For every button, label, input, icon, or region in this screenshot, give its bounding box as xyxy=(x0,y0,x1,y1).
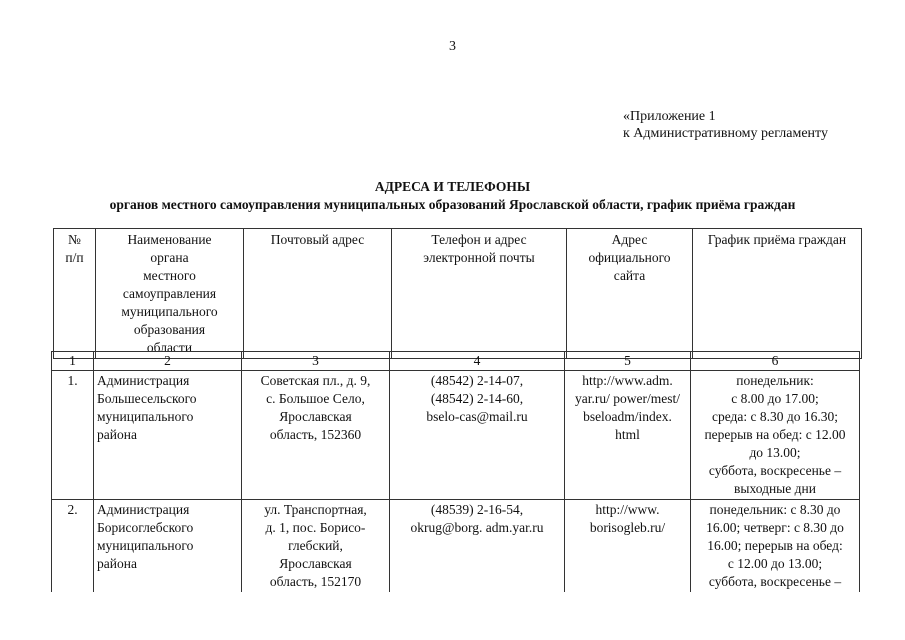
header-postal-address: Почтовый адрес xyxy=(244,229,392,359)
postal-address: ул. Транспортная, д. 1, пос. Борисо- глебский, Ярославская область, 152170 xyxy=(242,500,390,593)
title-line-2: органов местного самоуправления муниципальных образований Ярославской области, график приёма граждан xyxy=(109,197,796,212)
header-website: Адрес официального сайта xyxy=(567,229,693,359)
appendix-note xyxy=(623,108,828,142)
title-line-1: АДРЕСА И ТЕЛЕФОНЫ xyxy=(374,179,531,194)
page-number: 3 xyxy=(449,39,456,54)
header-organ-name: Наименование органа местного самоуправления муниципального образования области xyxy=(96,229,244,359)
column-number: 5 xyxy=(565,352,691,371)
column-numbers-row xyxy=(52,352,860,371)
column-number: 6 xyxy=(691,352,860,371)
header-number: № п/п xyxy=(54,229,96,359)
phone-email: (48539) 2-16-54, okrug@borg. adm.yar.ru xyxy=(390,500,565,593)
header-phone-email: Телефон и адрес электронной почты xyxy=(392,229,567,359)
website-link[interactable]: http://www. borisogleb.ru/ xyxy=(565,500,691,593)
reception-schedule: понедельник: с 8.30 до 16.00; четверг: с 8.30 до 16.00; перерыв на обед: с 12.00 до 13.00; суббота, воскресенье – xyxy=(691,500,860,593)
header-row xyxy=(54,229,862,359)
phone-email: (48542) 2-14-07, (48542) 2-14-60, bselo-cas@mail.ru xyxy=(390,371,565,500)
reception-schedule: понедельник: с 8.00 до 17.00; среда: с 8.30 до 16.30; перерыв на обед: с 12.00 до 13.00; суббота, воскресенье – выходные дни xyxy=(691,371,860,500)
document-title xyxy=(0,178,905,214)
organ-name: Администрация Большесельского муниципального района xyxy=(94,371,242,500)
addresses-table xyxy=(51,351,860,592)
column-number: 3 xyxy=(242,352,390,371)
table-header xyxy=(53,228,862,359)
appendix-line-2: к Административному регламенту xyxy=(623,126,828,141)
postal-address: Советская пл., д. 9, с. Большое Село, Ярославская область, 152360 xyxy=(242,371,390,500)
table-row xyxy=(52,371,860,500)
column-number: 1 xyxy=(52,352,94,371)
column-number: 4 xyxy=(390,352,565,371)
row-number: 2. xyxy=(52,500,94,593)
appendix-line-1: «Приложение 1 xyxy=(623,109,716,124)
row-number: 1. xyxy=(52,371,94,500)
column-number: 2 xyxy=(94,352,242,371)
table-row xyxy=(52,500,860,593)
website-link[interactable]: http://www.adm. yar.ru/ power/mest/ bseloadm/index. html xyxy=(565,371,691,500)
header-schedule: График приёма граждан xyxy=(693,229,862,359)
organ-name: Администрация Борисоглебского муниципального района xyxy=(94,500,242,593)
